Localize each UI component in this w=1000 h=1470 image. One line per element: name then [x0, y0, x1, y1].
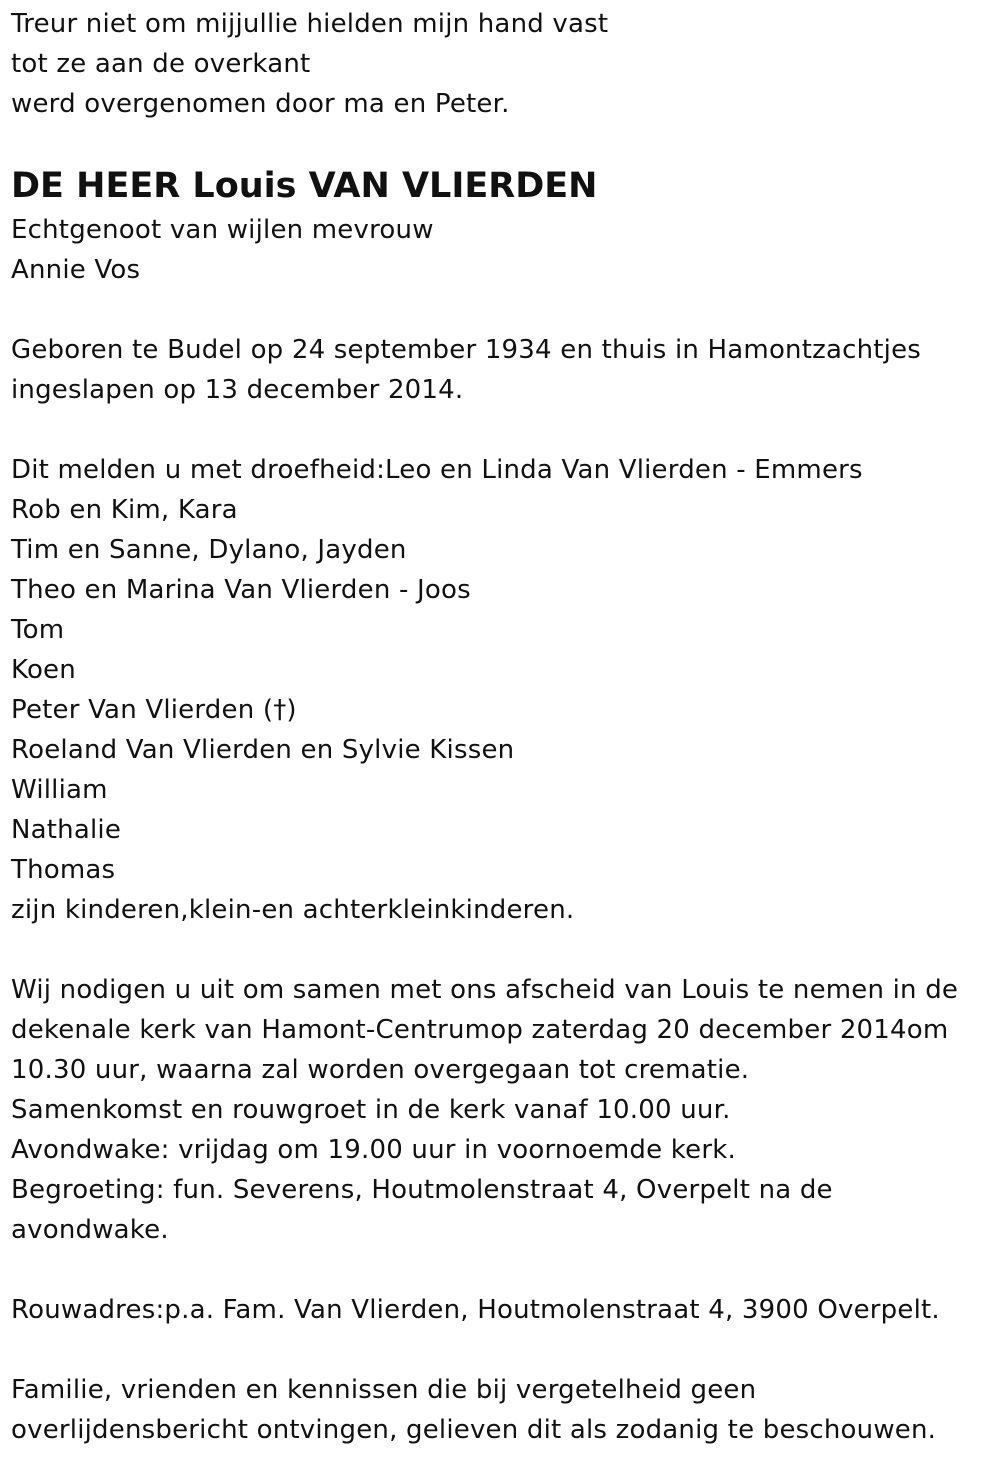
family-member: William [11, 775, 108, 805]
spacer [11, 1330, 1000, 1370]
spacer [11, 290, 1000, 330]
family-member: Roeland Van Vlierden en Sylvie Kissen [11, 735, 515, 765]
closing-section [11, 1370, 1000, 1450]
intro-line: werd overgenomen door ma en Peter. [11, 89, 510, 119]
spacer [11, 410, 1000, 450]
intro-verse [11, 4, 1000, 124]
family-member-deceased [11, 690, 1000, 730]
family-opening: Dit melden u met droefheid:Leo en Linda Van Vlierden - Emmers [11, 455, 863, 485]
closing-line: Familie, vrienden en kennissen die bij vergetelheid geen [11, 1375, 757, 1405]
ceremony-line: 10.30 uur, waarna zal worden overgegaan tot crematie. [11, 1055, 750, 1085]
ceremony-line: Samenkomst en rouwgroet in de kerk vanaf 10.00 uur. [11, 1095, 731, 1125]
birth-line: Geboren te Budel op 24 september 1934 en thuis in Hamontzachtjes [11, 335, 922, 365]
ceremony-line: avondwake. [11, 1215, 169, 1245]
cross-icon: † [273, 695, 287, 725]
spacer [11, 1250, 1000, 1290]
birth-death-section [11, 330, 1000, 410]
family-member: Tom [11, 615, 65, 645]
ceremony-line: dekenale kerk van Hamont-Centrumop zaterdag 20 december 2014om [11, 1015, 949, 1045]
ceremony-line: Begroeting: fun. Severens, Houtmolenstraat 4, Overpelt na de [11, 1175, 833, 1205]
family-member: Thomas [11, 855, 116, 885]
family-member: Nathalie [11, 815, 122, 845]
peter-name: Peter Van Vlierden ( [11, 695, 274, 725]
spacer [11, 930, 1000, 970]
closing-line: overlijdensbericht ontvingen, gelieven dit als zodanig te beschouwen. [11, 1415, 937, 1445]
peter-close: ) [286, 695, 297, 725]
family-member: Koen [11, 655, 76, 685]
ceremony-section [11, 970, 1000, 1250]
family-member: Rob en Kim, Kara [11, 495, 238, 525]
family-member: Tim en Sanne, Dylano, Jayden [11, 535, 407, 565]
birth-line: ingeslapen op 13 december 2014. [11, 375, 464, 405]
ceremony-line: Wij nodigen u uit om samen met ons afscheid van Louis te nemen in de [11, 975, 959, 1005]
deceased-name-title: DE HEER Louis VAN VLIERDEN [11, 166, 598, 206]
intro-line: tot ze aan de overkant [11, 49, 311, 79]
family-closing: zijn kinderen,klein-en achterkleinkinderen. [11, 895, 575, 925]
spouse-line: Echtgenoot van wijlen mevrouw [11, 215, 434, 245]
intro-line: Treur niet om mijjullie hielden mijn hand vast [11, 9, 609, 39]
family-member: Theo en Marina Van Vlierden - Joos [11, 575, 471, 605]
spouse-section [11, 210, 1000, 290]
mourning-address: Rouwadres:p.a. Fam. Van Vlierden, Houtmolenstraat 4, 3900 Overpelt. [11, 1295, 940, 1325]
ceremony-line: Avondwake: vrijdag om 19.00 uur in voornoemde kerk. [11, 1135, 736, 1165]
family-section [11, 450, 1000, 930]
spouse-line: Annie Vos [11, 255, 141, 285]
